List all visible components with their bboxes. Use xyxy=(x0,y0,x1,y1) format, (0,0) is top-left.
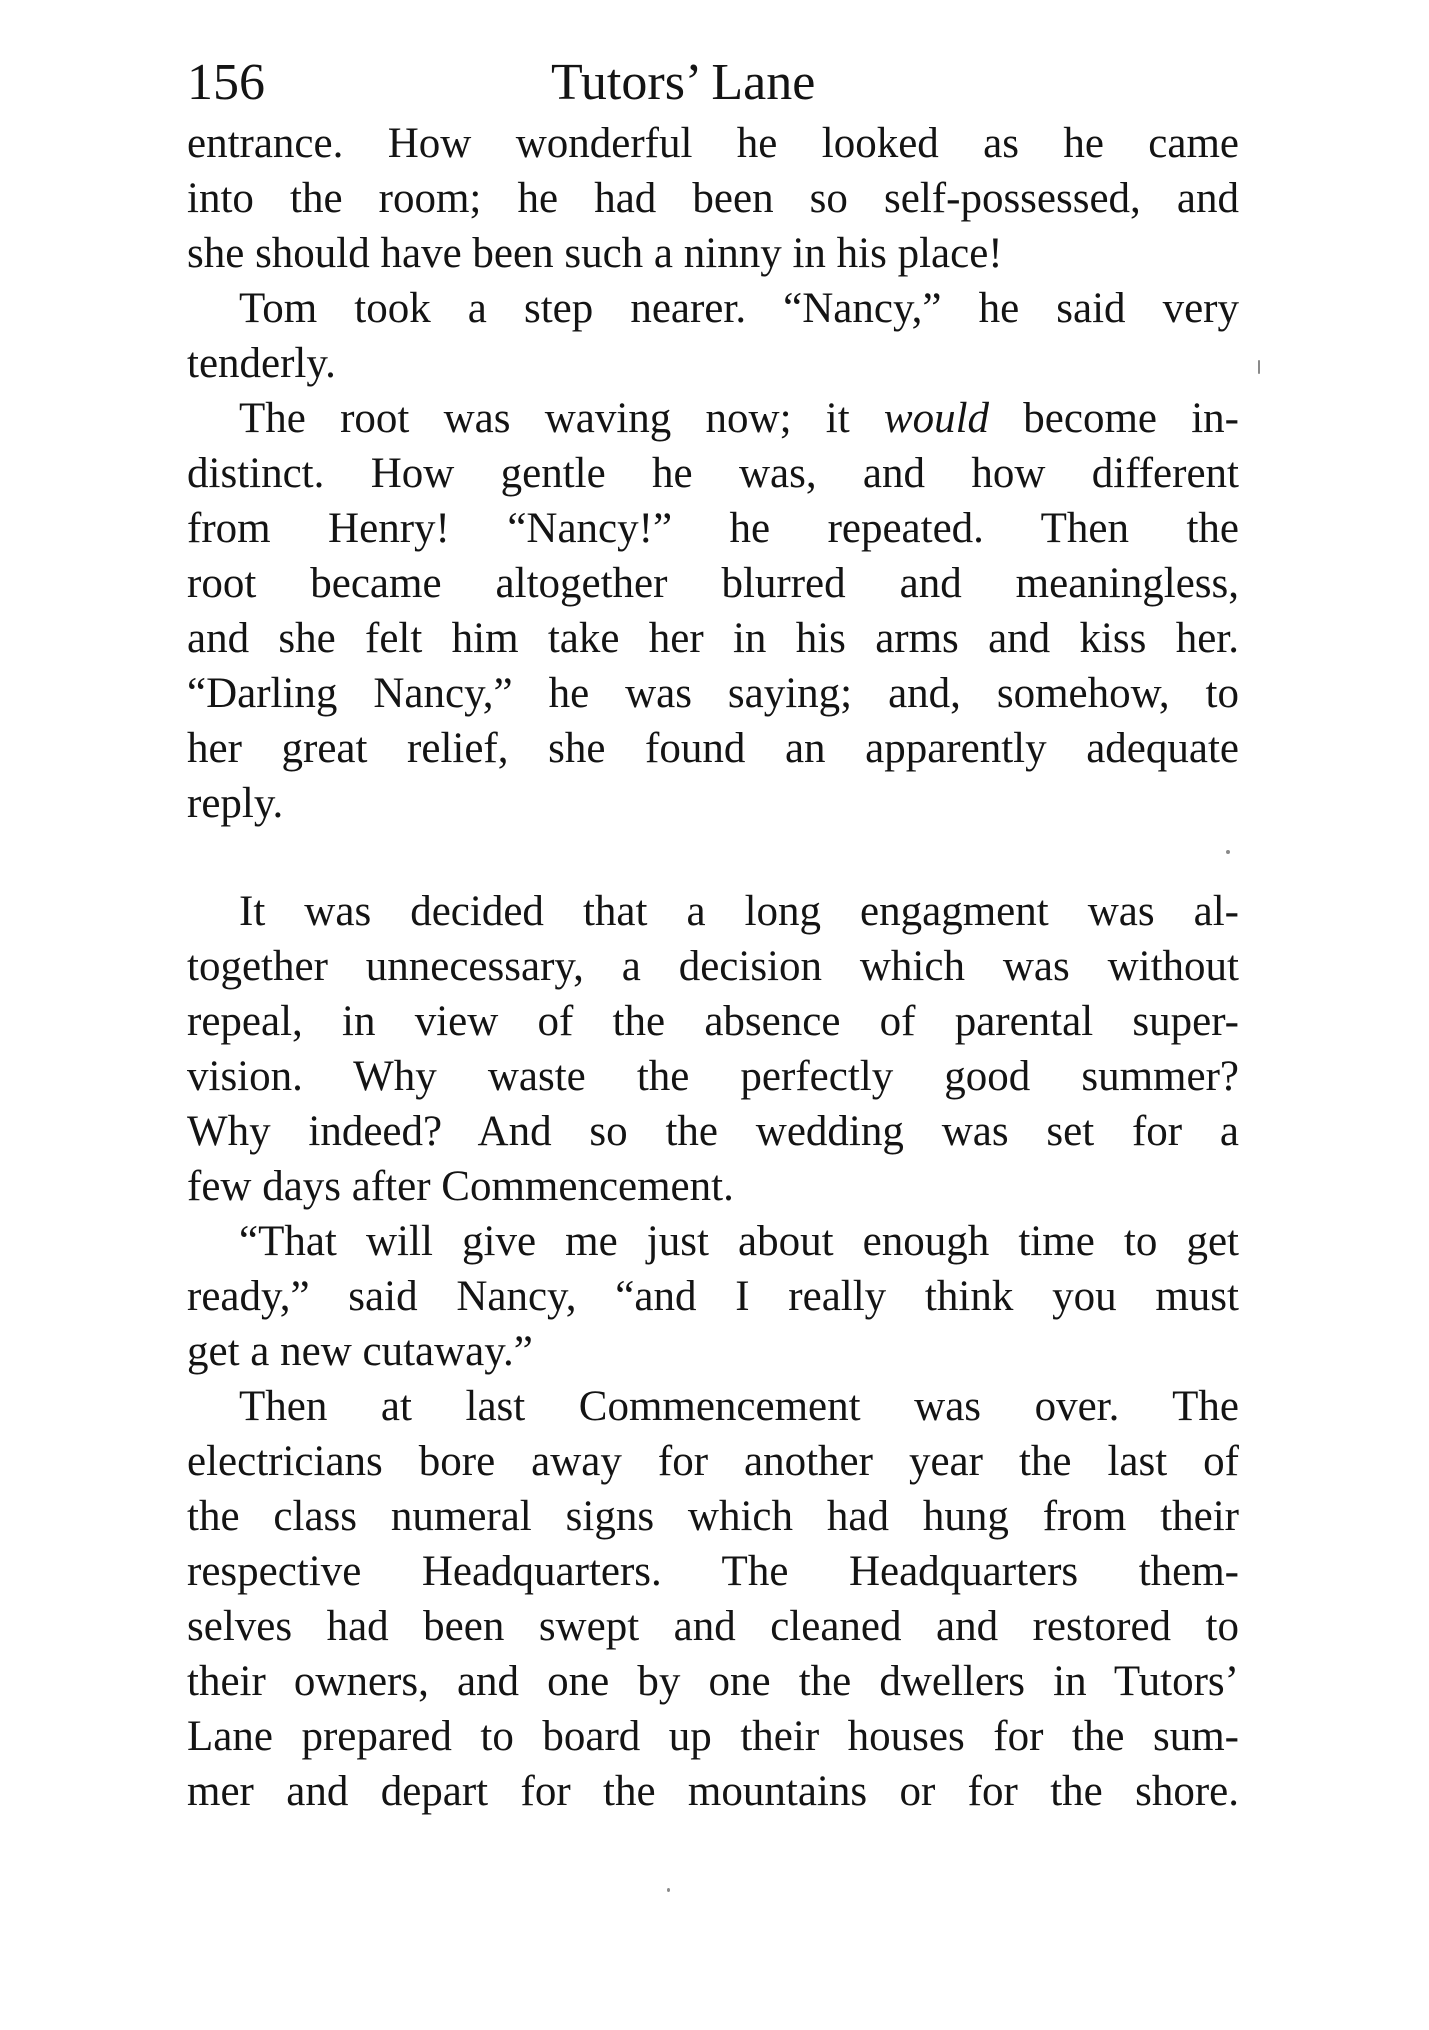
text-line: from Henry! “Nancy!” he repeated. Then the xyxy=(187,505,1239,552)
scan-speck xyxy=(667,1888,670,1892)
text-line: respective Headquarters. The Headquarters them- xyxy=(187,1548,1239,1595)
section-break xyxy=(187,831,1239,884)
text-line: tenderly. xyxy=(187,340,336,387)
text-run: become in- xyxy=(989,395,1239,442)
text-line: ready,” said Nancy, “and I really think you must xyxy=(187,1273,1239,1320)
text-line: “Darling Nancy,” he was saying; and, somehow, to xyxy=(187,670,1239,717)
text-line: Why indeed? And so the wedding was set for a xyxy=(187,1108,1239,1155)
text-line: and she felt him take her in his arms and kiss her. xyxy=(187,615,1239,662)
text-line xyxy=(187,391,1239,446)
text-line: root became altogether blurred and meaningless, xyxy=(187,560,1239,607)
text-line: together unnecessary, a decision which was without xyxy=(187,943,1239,990)
text-line: mer and depart for the mountains or for the shore. xyxy=(187,1768,1239,1815)
text-line: Lane prepared to board up their houses for the sum- xyxy=(187,1713,1239,1760)
text-line: repeal, in view of the absence of parental super- xyxy=(187,998,1239,1045)
text-line: entrance. How wonderful he looked as he came xyxy=(187,120,1239,167)
paragraph-nancy-ready xyxy=(187,1214,1239,1379)
paragraph-root-waving xyxy=(187,391,1239,831)
italic-word: would xyxy=(883,395,990,442)
text-line: electricians bore away for another year the last of xyxy=(187,1438,1239,1485)
text-line: selves had been swept and cleaned and restored to xyxy=(187,1603,1239,1650)
paragraph-engagement xyxy=(187,884,1239,1214)
text-line: their owners, and one by one the dwellers in Tutors’ xyxy=(187,1658,1239,1705)
text-line: Tom took a step nearer. “Nancy,” he said very xyxy=(239,285,1239,332)
text-line: It was decided that a long engagment was al- xyxy=(239,888,1239,935)
text-line: the class numeral signs which had hung from their xyxy=(187,1493,1239,1540)
text-line: few days after Commencement. xyxy=(187,1163,734,1210)
scan-speck xyxy=(1258,360,1260,374)
paragraph-tom-step xyxy=(187,281,1239,391)
text-line: vision. Why waste the perfectly good summer? xyxy=(187,1053,1239,1100)
text-line: distinct. How gentle he was, and how different xyxy=(187,450,1239,497)
running-title: Tutors’ Lane xyxy=(551,54,816,111)
book-page xyxy=(187,50,1239,1819)
text-line: into the room; he had been so self-possessed, and xyxy=(187,175,1239,222)
paragraph-entrance xyxy=(187,116,1239,281)
text-line: “That will give me just about enough time to get xyxy=(239,1218,1239,1265)
scan-speck xyxy=(1226,850,1230,854)
text-run: The root was waving now; it xyxy=(239,395,884,442)
text-line: get a new cutaway.” xyxy=(187,1328,533,1375)
page-number: 156 xyxy=(187,54,265,111)
text-line: reply. xyxy=(187,780,284,827)
running-head xyxy=(187,50,1239,116)
text-line: she should have been such a ninny in his place! xyxy=(187,230,1003,277)
text-line: her great relief, she found an apparently adequate xyxy=(187,725,1239,772)
text-line: Then at last Commencement was over. The xyxy=(239,1383,1239,1430)
paragraph-commencement-over xyxy=(187,1379,1239,1819)
